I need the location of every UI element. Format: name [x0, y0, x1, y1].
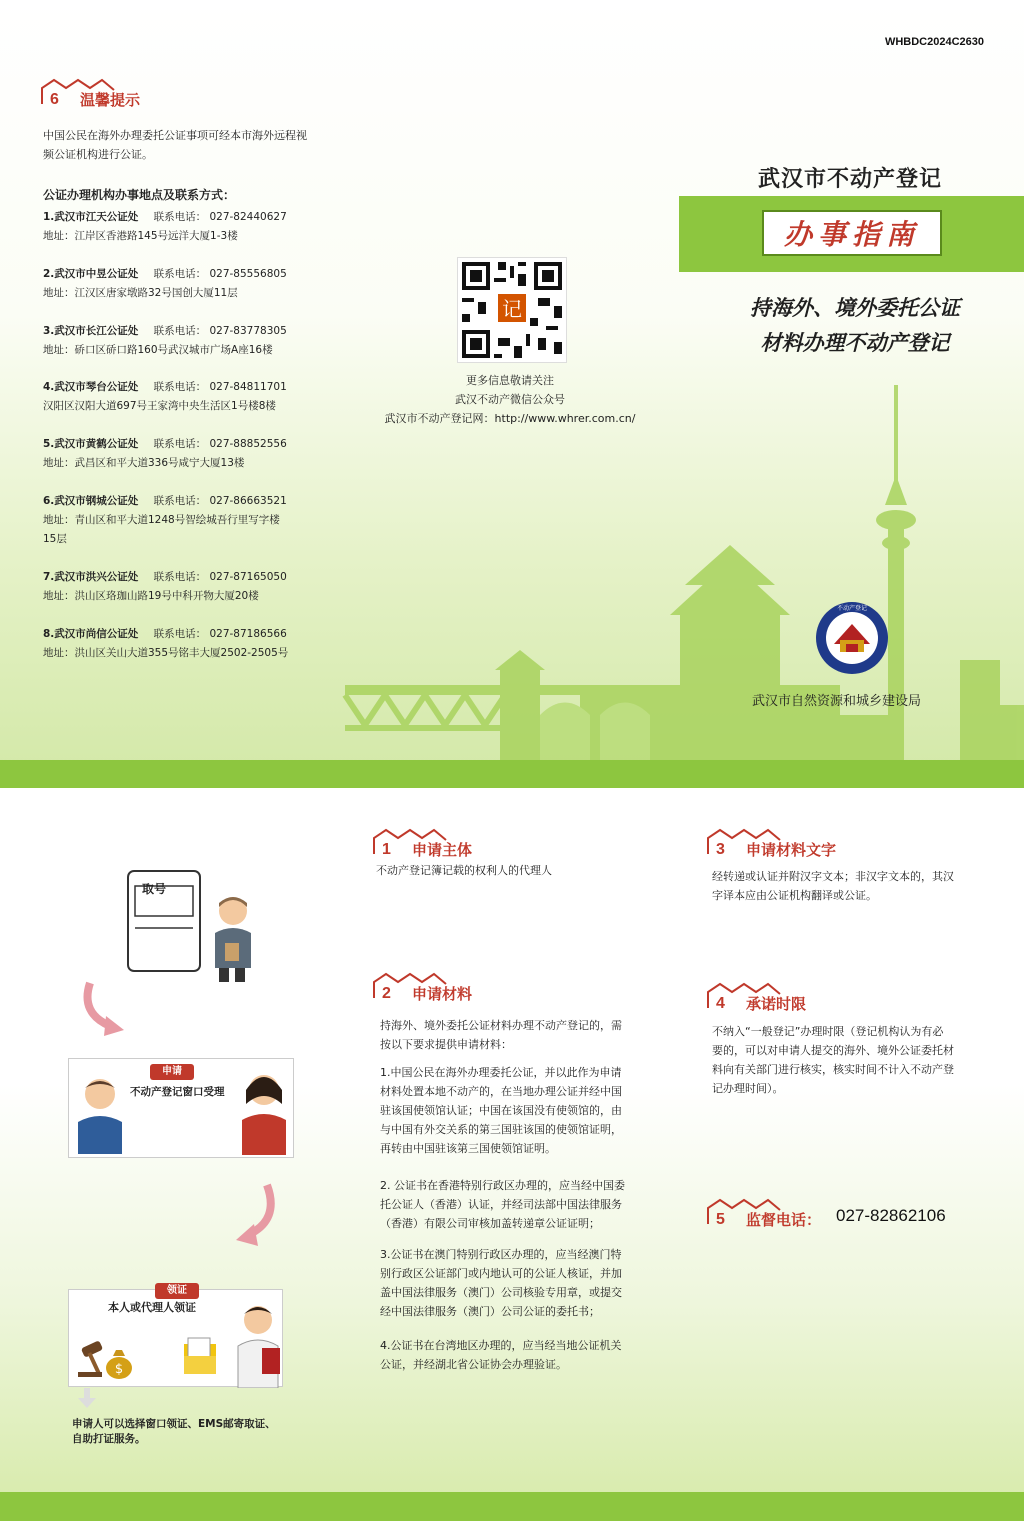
office-entry	[43, 322, 287, 360]
office-name: 5.武汉市黄鹤公证处	[43, 438, 139, 450]
paragraph-line: 3.公证书在澳门特别行政区办理的，应当经澳门特	[380, 1248, 622, 1261]
cover-subtitle-2: 材料办理不动产登记	[760, 331, 950, 355]
office-address: 地址：武昌区和平大道336号咸宁大厦13楼	[43, 457, 245, 469]
clerk-man-illustration	[70, 1074, 130, 1154]
offices-heading: 公证办理机构办事地点及联系方式：	[43, 188, 236, 202]
office-address: 地址：江岸区香港路145号远洋大厦1-3楼	[43, 230, 238, 242]
paragraph-line: 4.公证书在台湾地区办理的，应当经当地公证机关	[380, 1339, 622, 1352]
office-name-phone	[43, 568, 287, 587]
office-name: 1.武汉市江天公证处	[43, 211, 139, 223]
section-1-body: 不动产登记簿记载的权利人的代理人	[376, 864, 552, 877]
document-code: WHBDC2024C2630	[884, 36, 984, 48]
section-4-body	[712, 1022, 1002, 1098]
seal-top-text: 不动产登记	[836, 605, 868, 612]
office-name-phone	[43, 322, 287, 341]
paragraph-line: 盖中国法律服务（澳门）公司核验专用章，或提交	[380, 1286, 622, 1299]
office-address: 地址：硚口区硚口路160号武汉城市广场A座16楼	[43, 344, 273, 356]
applicant-man-illustration	[205, 893, 260, 983]
office-entry	[43, 208, 287, 246]
section-1-heading: 1 申请主体	[372, 836, 472, 862]
office-address: 地址：江汉区唐家墩路32号国创大厦11层	[43, 287, 238, 299]
office-address: 汉阳区汉阳大道697号王家湾中央生活区1号楼8楼	[43, 400, 276, 412]
office-address: 地址：洪山区关山大道355号铭丰大厦2502-2505号	[43, 647, 289, 659]
office-phone: 联系电话： 027-86663521	[150, 495, 287, 507]
paragraph-line: 字译本应由公证机构翻译或公证。	[712, 889, 877, 902]
section-5-heading: 5 监督电话：	[706, 1206, 821, 1232]
paragraph-line: （香港）有限公司审核加盖转递章公证证明；	[380, 1217, 600, 1230]
paragraph-line: 托公证人（香港）认证，并经司法部中国法律服务	[380, 1198, 622, 1211]
svg-text:$: $	[114, 1362, 124, 1377]
curved-arrow-icon	[232, 1180, 282, 1248]
section-2-item-2	[380, 1176, 670, 1233]
paragraph-line: 2. 公证书在香港特别行政区办理的，应当经中国委	[380, 1179, 625, 1192]
office-name: 3.武汉市长江公证处	[43, 325, 139, 337]
office-name-phone	[43, 208, 287, 227]
paragraph-line: 记办理时间）。	[712, 1082, 784, 1095]
paragraph-line: 持海外、境外委托公证材料办理不动产登记的，需	[380, 1019, 622, 1032]
qr-pattern-icon	[458, 258, 566, 362]
office-phone: 联系电话： 027-83778305	[150, 325, 287, 337]
office-phone: 联系电话： 027-87186566	[150, 628, 287, 640]
office-phone: 联系电话： 027-85556805	[150, 268, 287, 280]
money-bag-icon	[104, 1346, 134, 1380]
collect-tag: 领证	[155, 1283, 199, 1299]
paragraph-line: 经中国法律服务（澳门）公司公证的委托书；	[380, 1305, 600, 1318]
office-address: 地址：青山区和平大道1248号智绘城吾行里写字楼	[43, 514, 280, 526]
paragraph-line: 与中国有外交关系的第三国驻该国的使领馆证明，	[380, 1123, 622, 1136]
office-name-phone	[43, 265, 287, 284]
office-entry	[43, 378, 287, 416]
office-address-cont: 15层	[43, 533, 67, 545]
office-name-phone	[43, 625, 288, 644]
ticket-label: 取号	[142, 882, 167, 896]
office-name: 8.武汉市尚信公证处	[43, 628, 139, 640]
section-2-item-1	[380, 1063, 670, 1158]
real-estate-registration-seal-icon	[814, 600, 890, 676]
paragraph-line: 按以下要求提供申请材料：	[380, 1038, 512, 1051]
curved-arrow-icon	[80, 978, 130, 1038]
paragraph-line: 材料处置本地不动产的，在当地办理公证并经中国	[380, 1085, 622, 1098]
cover-subtitle-1: 持海外、境外委托公证	[750, 296, 960, 320]
section-2-item-4	[380, 1336, 670, 1374]
office-name-phone	[43, 435, 287, 454]
office-entry	[43, 435, 287, 473]
office-entry	[43, 492, 287, 549]
paragraph-line: 不纳入“一般登记”办理时限（登记机构认为有必	[712, 1025, 944, 1038]
office-phone: 联系电话： 027-88852556	[150, 438, 287, 450]
tips-heading: 6 温馨提示	[40, 86, 140, 112]
paragraph-line: 驻该国使领馆认证；中国在该国没有使领馆的，由	[380, 1104, 622, 1117]
wuhan-skyline-illustration	[340, 385, 1024, 760]
tips-intro: 中国公民在海外办理委托公证事项可经本市海外远程视 频公证机构进行公证。	[43, 129, 307, 161]
supervision-phone[interactable]: 027-82862106	[836, 1206, 946, 1225]
office-name: 4.武汉市琴台公证处	[43, 381, 139, 393]
document-folder-icon	[180, 1336, 220, 1378]
section-2-intro	[380, 1016, 670, 1054]
office-name-phone	[43, 378, 287, 397]
qr-code[interactable]	[457, 257, 567, 363]
paragraph-line: 再转由中国驻该第三国使领馆证明。	[380, 1142, 556, 1155]
paragraph-line: 料向有关部门进行核实，核实时间不计入不动产登	[712, 1063, 954, 1076]
office-name-phone	[43, 492, 287, 511]
office-name: 7.武汉市洪兴公证处	[43, 571, 139, 583]
office-address: 地址：洪山区珞珈山路19号中科开物大厦20楼	[43, 590, 259, 602]
office-name: 6.武汉市钢城公证处	[43, 495, 139, 507]
office-name: 2.武汉市中昱公证处	[43, 268, 139, 280]
section-3-heading: 3 申请材料文字	[706, 836, 836, 862]
guide-title: 办事指南	[783, 218, 920, 251]
paragraph-line: 1.中国公民在海外办理委托公证，并以此作为申请	[380, 1066, 622, 1079]
bottom-green-band	[0, 1492, 1024, 1521]
paragraph-line: 别行政区公证部门或内地认可的公证人核证，并加	[380, 1267, 622, 1280]
paragraph-line: 经转递或认证并附汉字文本；非汉字文本的，其汉	[712, 870, 954, 883]
website-link[interactable]: 武汉市不动产登记网：http://www.whrer.com.cn/	[384, 412, 636, 425]
section-3-body	[712, 867, 1002, 905]
qr-caption-1: 更多信息敬请关注	[466, 374, 554, 387]
guide-title-box	[762, 210, 942, 256]
collect-text: 本人或代理人领证	[108, 1301, 196, 1314]
paragraph-line: 公证，并经湖北省公证协会办理验证。	[380, 1358, 567, 1371]
clerk-woman-illustration	[234, 1070, 294, 1155]
apply-text: 不动产登记窗口受理	[130, 1086, 225, 1098]
collect-note: 申请人可以选择窗口领证、EMS邮寄取证、 自助打证服务。	[72, 1418, 276, 1445]
section-2-heading: 2 申请材料	[372, 980, 472, 1006]
office-phone: 联系电话： 027-82440627	[150, 211, 287, 223]
qr-caption-2: 武汉不动产微信公众号	[455, 393, 565, 406]
issuing-bureau: 武汉市自然资源和城乡建设局	[752, 694, 922, 709]
apply-tag: 申请	[150, 1064, 194, 1080]
office-entry	[43, 265, 287, 303]
cover-title: 武汉市不动产登记	[757, 167, 942, 192]
svg-text:记: 记	[502, 297, 522, 321]
office-phone: 联系电话： 027-84811701	[150, 381, 287, 393]
applicant-with-certificate-illustration	[232, 1300, 288, 1388]
office-entry	[43, 568, 287, 606]
paragraph-line: 要的，可以对申请人提交的海外、境外公证委托材	[712, 1044, 954, 1057]
office-entry	[43, 625, 288, 663]
office-phone: 联系电话： 027-87165050	[150, 571, 287, 583]
section-4-heading: 4 承诺时限	[706, 990, 806, 1016]
middle-green-band	[0, 760, 1024, 790]
section-2-item-3	[380, 1245, 670, 1321]
down-arrow-icon	[78, 1388, 96, 1408]
